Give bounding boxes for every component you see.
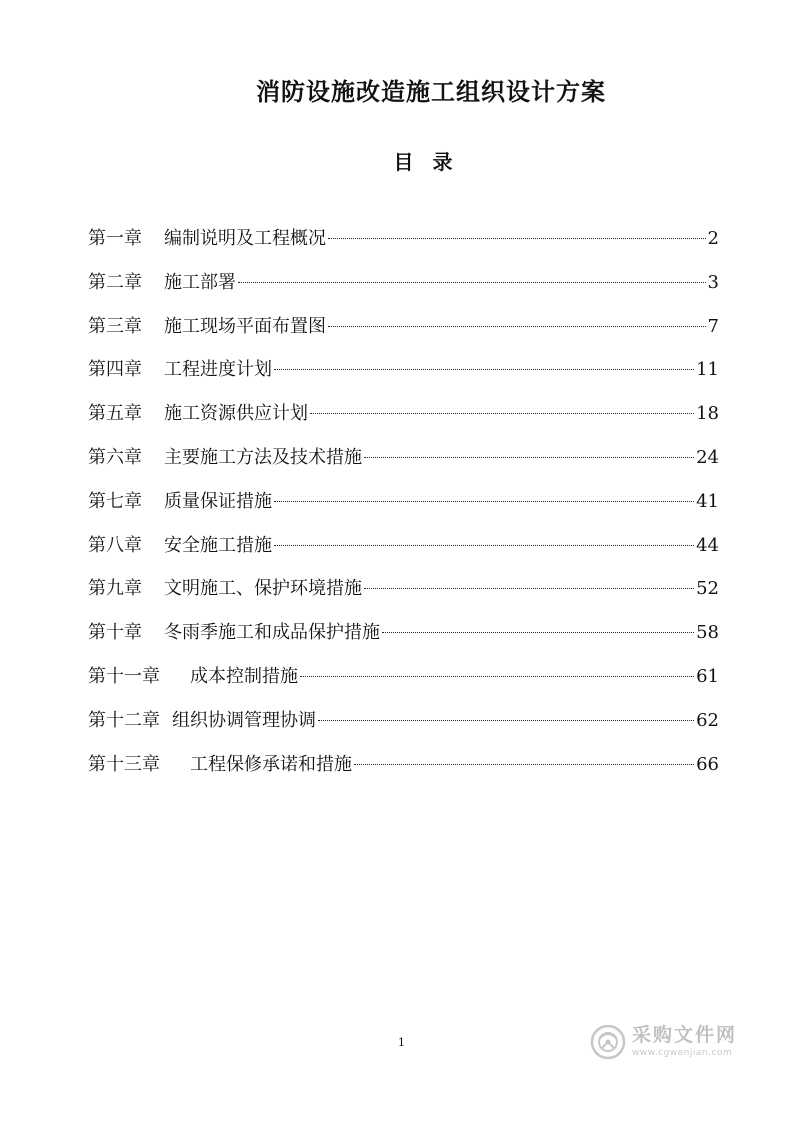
toc-dot-leader bbox=[364, 457, 694, 458]
toc-dot-leader bbox=[354, 764, 694, 765]
toc-chapter-label: 第五章 bbox=[88, 403, 142, 425]
toc-chapter-label: 第十二章 bbox=[88, 709, 160, 731]
toc-entry[interactable] bbox=[88, 224, 719, 268]
toc-entry[interactable] bbox=[88, 355, 719, 399]
toc-entry-title: 安全施工措施 bbox=[164, 534, 272, 556]
toc-entry-title: 成本控制措施 bbox=[190, 665, 298, 687]
toc-entry[interactable] bbox=[88, 662, 719, 706]
toc-dot-leader bbox=[364, 588, 694, 589]
toc-page-number: 52 bbox=[696, 578, 719, 600]
watermark-url: www.cgwenjian.com bbox=[632, 1048, 733, 1058]
watermark-name: 采购文件网 bbox=[632, 1024, 738, 1046]
toc-entry-title: 工程保修承诺和措施 bbox=[190, 753, 352, 775]
toc-chapter-label: 第三章 bbox=[88, 315, 142, 337]
toc-page-number: 62 bbox=[696, 709, 719, 731]
toc-entry[interactable] bbox=[88, 312, 719, 356]
toc-chapter-label: 第二章 bbox=[88, 271, 142, 293]
toc-dot-leader bbox=[382, 632, 694, 633]
toc-entry[interactable] bbox=[88, 706, 719, 750]
toc-chapter-label: 第十三章 bbox=[88, 753, 160, 775]
toc-chapter-label: 第六章 bbox=[88, 446, 142, 468]
page-number: 1 bbox=[398, 1036, 405, 1049]
toc-dot-leader bbox=[238, 282, 706, 283]
toc-chapter-label: 第七章 bbox=[88, 490, 142, 512]
toc-page-number: 58 bbox=[696, 622, 719, 644]
toc-entry-title: 施工资源供应计划 bbox=[164, 403, 308, 425]
toc-dot-leader bbox=[328, 326, 706, 327]
toc-entry-title: 冬雨季施工和成品保护措施 bbox=[164, 622, 380, 644]
toc-entry[interactable] bbox=[88, 750, 719, 794]
toc-entry[interactable] bbox=[88, 268, 719, 312]
toc-heading: 目 录 bbox=[393, 150, 459, 174]
toc-chapter-label: 第十一章 bbox=[88, 665, 160, 687]
toc-entry-title: 文明施工、保护环境措施 bbox=[164, 578, 362, 600]
toc-dot-leader bbox=[318, 720, 694, 721]
toc-page-number: 2 bbox=[707, 228, 719, 249]
toc-page-number: 66 bbox=[696, 753, 719, 775]
toc-entry[interactable] bbox=[88, 574, 719, 618]
toc-entry[interactable] bbox=[88, 443, 719, 487]
toc-entry-title: 施工现场平面布置图 bbox=[164, 315, 326, 337]
toc-page-number: 41 bbox=[696, 490, 719, 512]
toc-dot-leader bbox=[274, 545, 694, 546]
watermark bbox=[590, 1024, 737, 1060]
toc-entry[interactable] bbox=[88, 399, 719, 443]
toc-chapter-label: 第九章 bbox=[88, 578, 142, 600]
toc-entry-title: 工程进度计划 bbox=[164, 359, 272, 381]
toc-dot-leader bbox=[274, 369, 694, 370]
toc-page-number: 7 bbox=[707, 315, 719, 337]
toc-entry[interactable] bbox=[88, 531, 719, 575]
toc-dot-leader bbox=[300, 676, 694, 677]
toc-chapter-label: 第四章 bbox=[88, 359, 142, 381]
toc-page-number: 24 bbox=[696, 446, 719, 468]
toc-page-number: 3 bbox=[707, 271, 719, 293]
toc-page-number: 61 bbox=[696, 665, 719, 687]
toc-page-number: 44 bbox=[696, 534, 719, 556]
table-of-contents bbox=[88, 224, 719, 793]
toc-chapter-label: 第八章 bbox=[88, 534, 142, 556]
toc-entry-title: 编制说明及工程概况 bbox=[164, 228, 326, 249]
toc-entry-title: 施工部署 bbox=[164, 271, 236, 293]
toc-page-number: 18 bbox=[696, 403, 719, 425]
toc-chapter-label: 第十章 bbox=[88, 622, 142, 644]
toc-entry[interactable] bbox=[88, 487, 719, 531]
toc-dot-leader bbox=[328, 238, 706, 239]
toc-page-number: 11 bbox=[696, 359, 719, 381]
cgwenjian-logo-icon bbox=[590, 1024, 626, 1060]
toc-entry-title: 主要施工方法及技术措施 bbox=[164, 446, 362, 468]
toc-dot-leader bbox=[274, 501, 694, 502]
toc-dot-leader bbox=[310, 413, 694, 414]
toc-entry[interactable] bbox=[88, 618, 719, 662]
toc-entry-title: 质量保证措施 bbox=[164, 490, 272, 512]
toc-entry-title: 组织协调管理协调 bbox=[172, 709, 316, 731]
document-title: 消防设施改造施工组织设计方案 bbox=[256, 78, 606, 106]
toc-chapter-label: 第一章 bbox=[88, 228, 142, 249]
